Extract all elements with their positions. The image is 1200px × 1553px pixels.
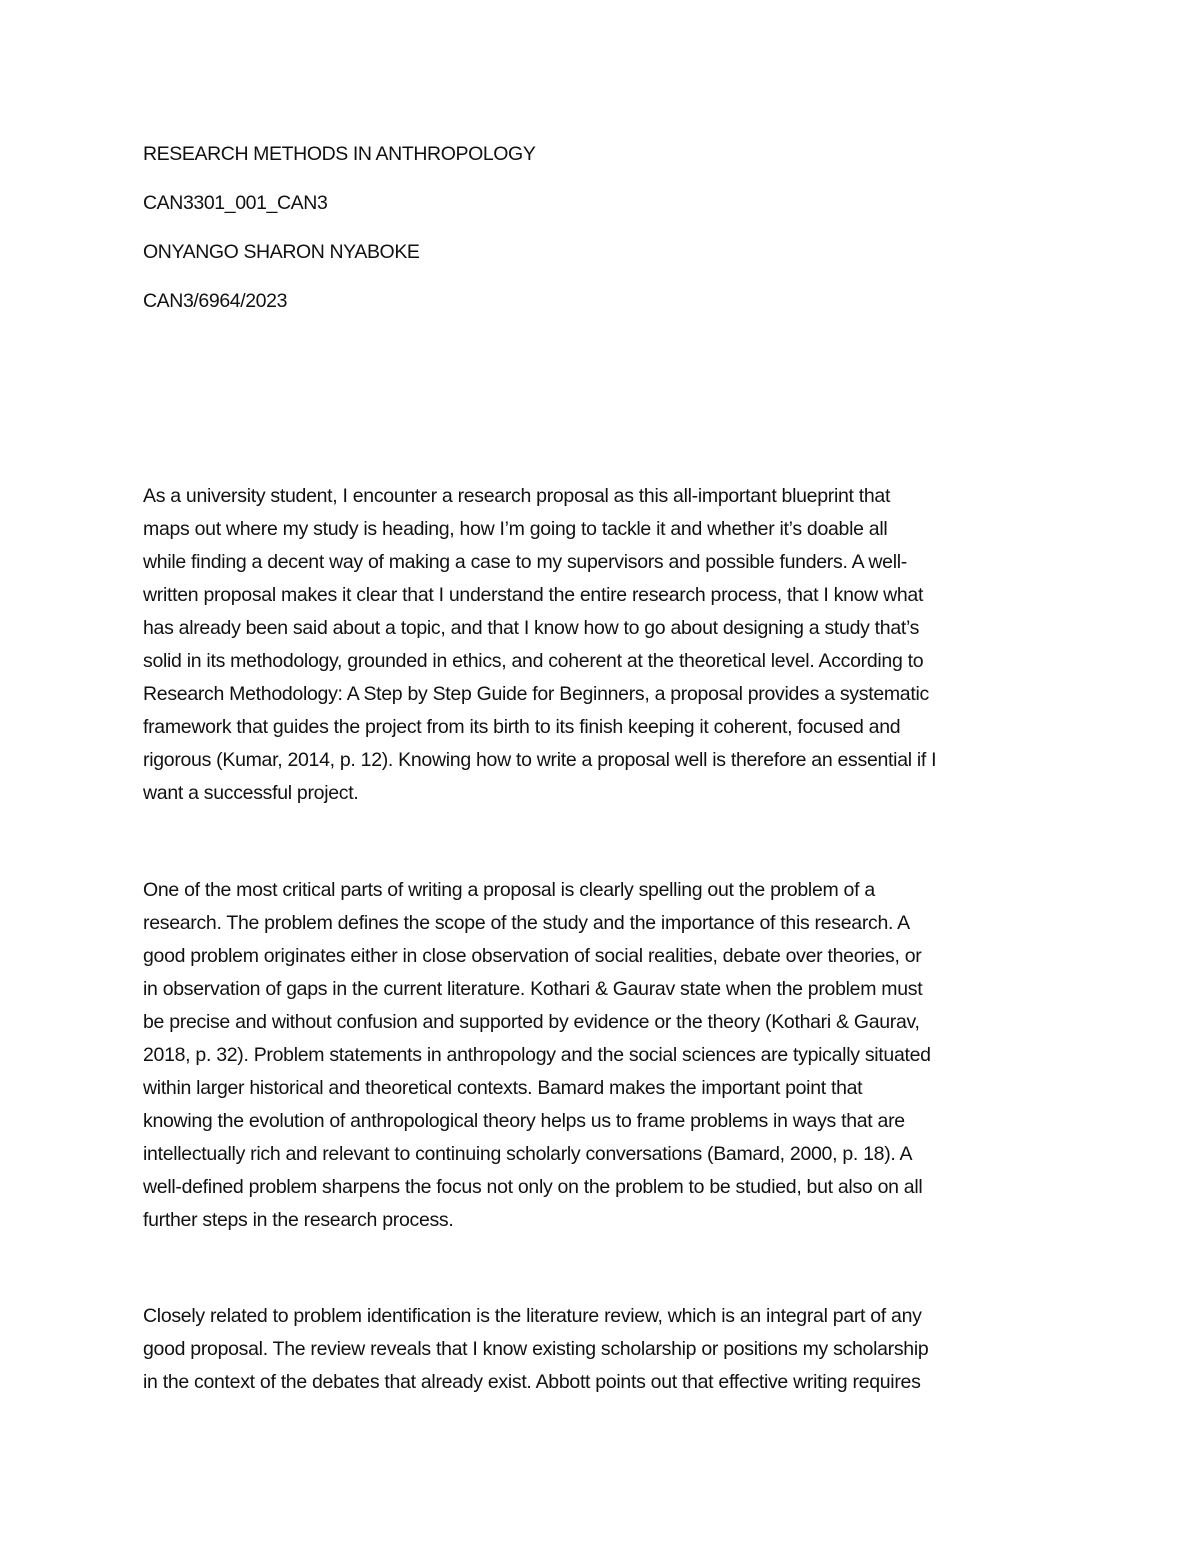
paragraph-line: well-defined problem sharpens the focus not only on the problem to be studied, but also on all — [143, 1176, 923, 1198]
paragraph-line: One of the most critical parts of writing a proposal is clearly spelling out the problem of a — [143, 879, 875, 901]
paragraph-line: has already been said about a topic, and that I know how to go about designing a study that’s — [143, 617, 920, 639]
paragraph-line: Research Methodology: A Step by Step Guide for Beginners, a proposal provides a systematic — [143, 683, 929, 705]
paragraph-line: solid in its methodology, grounded in ethics, and coherent at the theoretical level. According to — [143, 650, 924, 672]
paragraph-line: intellectually rich and relevant to continuing scholarly conversations (Bamard, 2000, p. 18). A — [143, 1143, 913, 1165]
course-title: RESEARCH METHODS IN ANTHROPOLOGY — [143, 143, 536, 165]
paragraph-line: in the context of the debates that already exist. Abbott points out that effective writing requires — [143, 1371, 921, 1393]
paragraph-line: want a successful project. — [143, 782, 359, 804]
paragraph-3 — [143, 1300, 1063, 1399]
paragraph-line: be precise and without confusion and supported by evidence or the theory (Kothari & Gaurav, — [143, 1011, 920, 1033]
paragraph-1 — [143, 480, 1063, 810]
paragraph-line: research. The problem defines the scope of the study and the importance of this research. A — [143, 912, 910, 934]
course-code: CAN3301_001_CAN3 — [143, 192, 328, 214]
paragraph-line: Closely related to problem identification is the literature review, which is an integral part of any — [143, 1305, 922, 1327]
paragraph-line: knowing the evolution of anthropological theory helps us to frame problems in ways that are — [143, 1110, 905, 1132]
student-name: ONYANGO SHARON NYABOKE — [143, 241, 420, 263]
paragraph-line: within larger historical and theoretical contexts. Bamard makes the important point that — [143, 1077, 863, 1099]
registration-number: CAN3/6964/2023 — [143, 290, 288, 312]
document-header — [143, 142, 1063, 338]
paragraph-line: further steps in the research process. — [143, 1209, 454, 1231]
paragraph-line: good proposal. The review reveals that I know existing scholarship or positions my scholarship — [143, 1338, 929, 1360]
paragraph-line: 2018, p. 32). Problem statements in anthropology and the social sciences are typically situated — [143, 1044, 931, 1066]
paragraph-line: framework that guides the project from its birth to its finish keeping it coherent, focused and — [143, 716, 901, 738]
paragraph-line: good problem originates either in close observation of social realities, debate over theories, or — [143, 945, 922, 967]
paragraph-line: As a university student, I encounter a research proposal as this all-important blueprint that — [143, 485, 891, 507]
paragraph-2 — [143, 874, 1063, 1237]
paragraph-line: maps out where my study is heading, how I’m going to tackle it and whether it’s doable all — [143, 518, 888, 540]
paragraph-line: written proposal makes it clear that I understand the entire research process, that I know what — [143, 584, 924, 606]
paragraph-line: in observation of gaps in the current literature. Kothari & Gaurav state when the problem must — [143, 978, 923, 1000]
paragraph-line: while finding a decent way of making a case to my supervisors and possible funders. A well- — [143, 551, 907, 573]
paragraph-line: rigorous (Kumar, 2014, p. 12). Knowing how to write a proposal well is therefore an essential if I — [143, 749, 937, 771]
